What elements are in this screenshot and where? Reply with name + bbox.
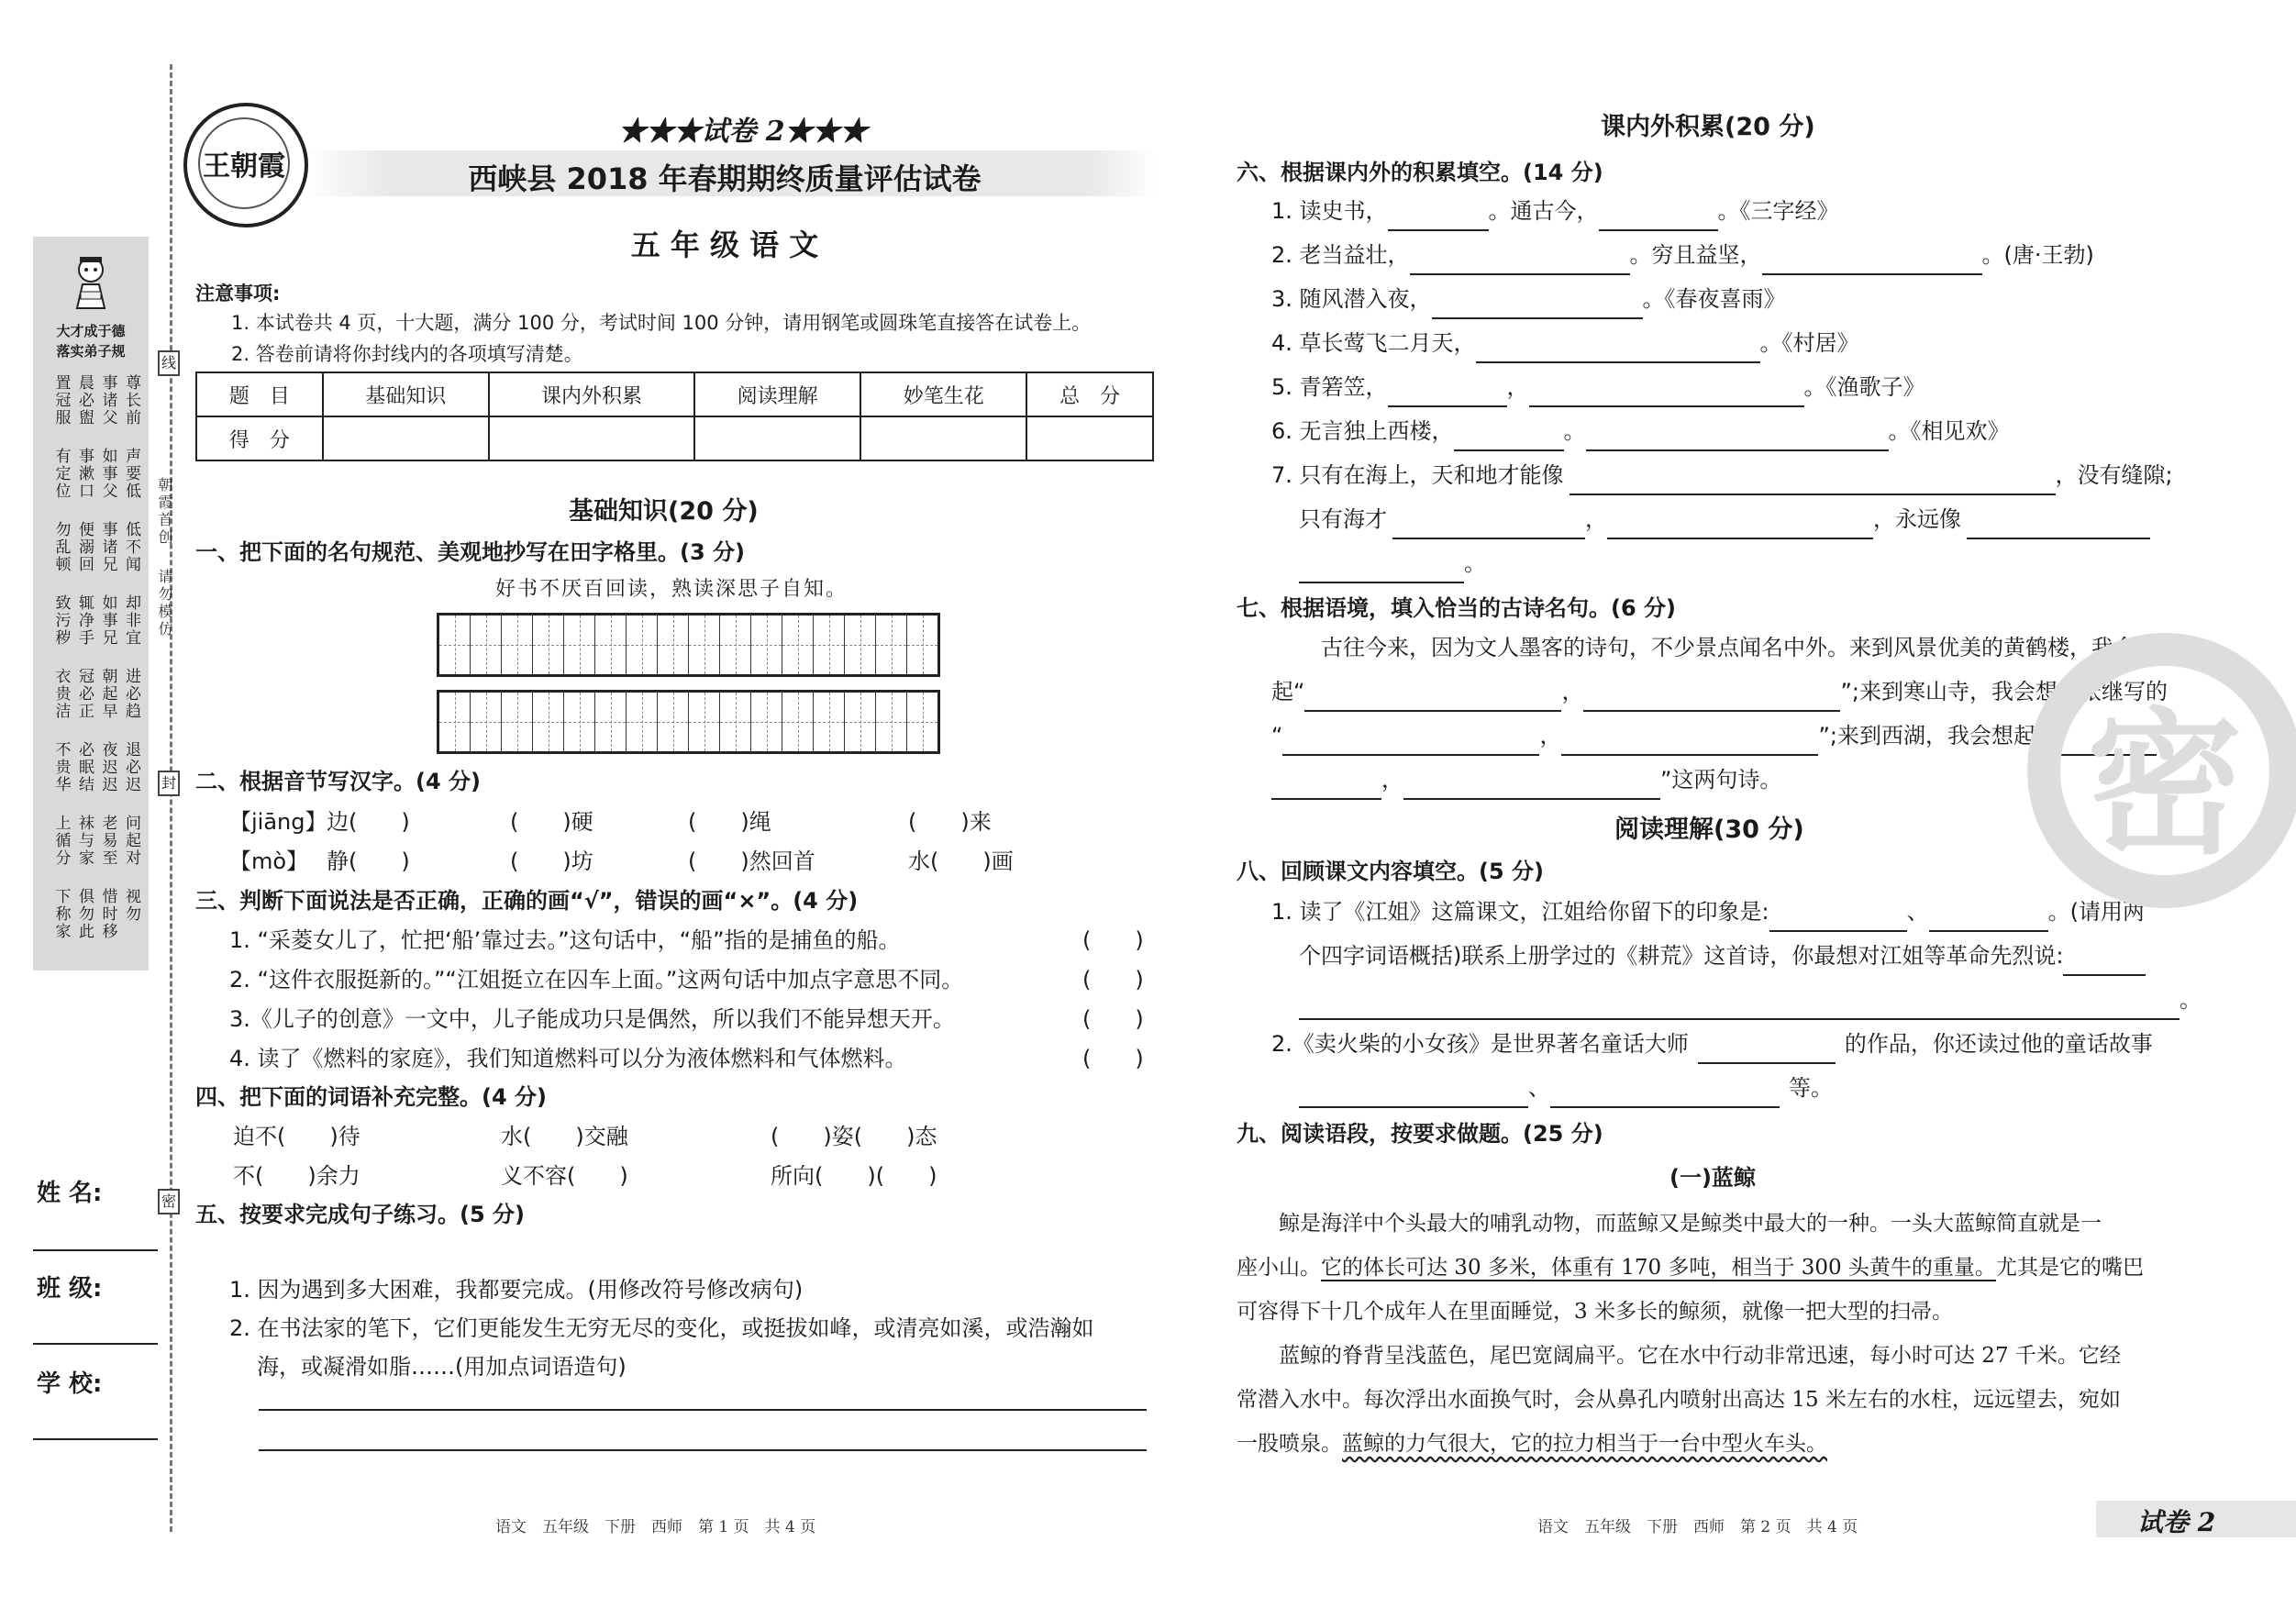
q6-item-7a: 7. 只有在海上，天和地才能像 ，没有缝隙; <box>1271 455 2173 495</box>
school-field[interactable] <box>33 1438 158 1440</box>
q2-r2-item-1: 静( ) <box>327 848 410 874</box>
cut-mark-xian: 线 <box>158 350 180 376</box>
wavy-sentence: 蓝鲸的力气很大，它的拉力相当于一台中型火车头。 <box>1342 1432 1827 1456</box>
notice-item-2: 2. 答卷前请将你封线内的各项填写清楚。 <box>231 343 583 365</box>
q5-item-2b: 海，或凝滑如脂……(用加点词语造句) <box>257 1354 627 1380</box>
passage-line: 座小山。它的体长可达 30 多米，体重有 170 多吨，相当于 300 头黄牛的重量。尤其是它的嘴巴 <box>1237 1256 2144 1280</box>
passage-blue-whale <box>1237 1202 2200 1466</box>
q1-sentence: 好书不厌百回读，熟读深思子自知。 <box>495 578 849 601</box>
q5-item-2a: 2. 在书法家的笔下，它们更能发生无穷无尽的变化，或挺拔如峰，或清亮如溪，或浩瀚如 <box>229 1315 1094 1341</box>
passage-line: 一股喷泉。蓝鲸的力气很大，它的拉力相当于一台中型火车头。 <box>1237 1432 1827 1456</box>
q7-title: 七、根据语境，填入恰当的古诗名句。(6 分) <box>1237 595 1676 621</box>
q5-answer-line-2[interactable] <box>259 1449 1147 1451</box>
q8-title: 八、回顾课文内容填空。(5 分) <box>1237 859 1544 884</box>
name-label: 姓 名: <box>37 1180 103 1207</box>
rule-column: 夜迟迟 <box>98 741 117 793</box>
exam-title: 西峡县 2018 年春期期终质量评估试卷 <box>468 161 982 196</box>
q6-item-7c: 。 <box>1299 543 1486 583</box>
score-cell[interactable] <box>860 416 1026 460</box>
rule-column: 上循分 <box>51 815 71 867</box>
rule-column: 尊长前 <box>122 374 140 427</box>
q3-answer-3[interactable]: ( ) <box>1082 1006 1144 1032</box>
passage-line: 蓝鲸的脊背呈浅蓝色，尾巴宽阔扁平。它在水中行动非常迅速，每小时可达 27 千米。它经 <box>1279 1344 2121 1368</box>
cut-mark-mi: 密 <box>158 1189 180 1214</box>
rule-column: 下称家 <box>51 888 71 940</box>
q3-item-1: 1. “采菱女儿了，忙把‘船’靠过去。”这句话中，“船”指的是捕鱼的船。 <box>229 927 901 953</box>
score-cell[interactable] <box>1026 416 1153 460</box>
rule-column: 俱勿此 <box>75 888 94 940</box>
q6-title: 六、根据课内外的积累填空。(14 分) <box>1237 160 1603 185</box>
q2-pinyin-1: 【jiāng】 <box>229 809 327 835</box>
rule-column: 老易至 <box>98 815 117 867</box>
q6-item-2: 2. 老当益壮， 。穷且益坚， 。(唐·王勃) <box>1271 235 2094 275</box>
score-head-writing: 妙笔生花 <box>860 372 1026 416</box>
footer-right: 语文 五年级 下册 西师 第 2 页 共 4 页 <box>1537 1518 1858 1536</box>
rule-column: 晨必盥 <box>75 374 94 427</box>
q7-line-4: ， ”这两句诗。 <box>1271 760 1781 800</box>
rule-column: 冠必正 <box>75 668 94 720</box>
binding-strip <box>33 237 149 970</box>
rule-column: 事诸兄 <box>98 521 117 573</box>
q2-r2-item-3: ( )然回首 <box>688 848 815 874</box>
name-field[interactable] <box>33 1249 158 1251</box>
motto-line-2: 落实弟子规 <box>56 343 126 360</box>
rule-column: 低不闻 <box>122 521 140 573</box>
mascot-icon <box>68 253 114 310</box>
notice-title: 注意事项: <box>195 283 281 305</box>
q5-answer-line-1[interactable] <box>259 1409 1147 1411</box>
q4-r2-item-2: 义不容( ) <box>501 1163 628 1189</box>
q8-item-2b: 、 等。 <box>1299 1068 1833 1108</box>
q3-answer-4[interactable]: ( ) <box>1082 1046 1144 1071</box>
rule-column: 却非宜 <box>122 594 140 647</box>
q3-item-3: 3.《儿子的创意》一文中，儿子能成功只是偶然，所以我们不能异想天开。 <box>229 1006 955 1032</box>
q2-r2-item-2: ( )坊 <box>510 848 593 874</box>
score-cell[interactable] <box>694 416 860 460</box>
rule-column: 如事兄 <box>98 594 117 647</box>
q4-r1-item-1: 迫不( )待 <box>233 1124 360 1149</box>
q6-item-6: 6. 无言独上西楼， 。 。《相见欢》 <box>1271 411 2010 451</box>
score-row-label: 得 分 <box>196 416 323 460</box>
q7-line-2: 起“ ， ”;来到寒山寺，我会想起张继写的 <box>1271 671 2168 712</box>
rule-column: 勿乱顿 <box>51 521 71 573</box>
rule-column: 袜与家 <box>75 815 94 867</box>
passage-title: (一)蓝鲸 <box>1669 1165 1756 1191</box>
rule-column: 问起对 <box>122 815 140 867</box>
q3-item-2: 2. “这件衣服挺新的。”“江姐挺立在囚车上面。”这两句话中加点字意思不同。 <box>229 967 964 993</box>
q2-r1-item-2: ( )硬 <box>510 809 593 835</box>
rule-column: 致污秽 <box>51 594 71 647</box>
q3-answer-2[interactable]: ( ) <box>1082 967 1144 993</box>
rules-grid <box>46 374 139 958</box>
q7-line-1: 古往今来，因为文人墨客的诗句，不少景点闻名中外。来到风景优美的黄鹤楼，我会想 <box>1321 635 2157 660</box>
q6-item-5: 5. 青箬笠， ， 。《渔歌子》 <box>1271 367 1925 407</box>
class-label: 班 级: <box>37 1275 103 1303</box>
q5-item-1: 1. 因为遇到多大困难，我都要完成。(用修改符号修改病句) <box>229 1277 804 1303</box>
q8-item-1a: 1. 读了《江姐》这篇课文，江姐给你留下的印象是: 、 。(请用两 <box>1271 892 2145 932</box>
q6-item-3: 3. 随风潜入夜， 。《春夜喜雨》 <box>1271 279 1786 319</box>
tianzi-grid-row-1[interactable] <box>437 613 940 677</box>
rule-column: 退必迟 <box>122 741 140 793</box>
q1-title: 一、把下面的名句规范、美观地抄写在田字格里。(3 分) <box>195 539 745 565</box>
part2-title: 课内外积累(20 分) <box>1601 113 1815 141</box>
q4-r1-item-3: ( )姿( )态 <box>771 1124 937 1149</box>
seal-word-1: 朝霞首创 <box>156 477 173 547</box>
rule-column: 事诸父 <box>98 374 117 427</box>
score-head-basic: 基础知识 <box>323 372 489 416</box>
rule-column: 视勿 <box>122 888 140 923</box>
tianzi-grid-row-2[interactable] <box>437 690 940 754</box>
q7-line-3: “ ， ”;来到西湖，我会想起“ <box>1271 715 2157 756</box>
part3-title: 阅读理解(30 分) <box>1614 815 1804 844</box>
watermark-seal: 密 <box>2027 633 2296 908</box>
rule-column: 如事父 <box>98 448 117 500</box>
rule-column: 衣贵洁 <box>51 668 71 720</box>
rule-column: 朝起早 <box>98 668 117 720</box>
score-table <box>195 372 1154 461</box>
q2-title: 二、根据音节写汉字。(4 分) <box>195 769 481 794</box>
rule-column: 惜时移 <box>98 888 117 940</box>
q6-item-1: 1. 读史书， 。通古今， 。《三字经》 <box>1271 191 1839 231</box>
class-field[interactable] <box>33 1343 158 1345</box>
rule-column: 置冠服 <box>51 374 71 427</box>
q2-pinyin-2: 【mò】 <box>229 848 309 874</box>
seal-word-2: 请勿模仿 <box>156 569 173 638</box>
q2-r1-item-1: 边( ) <box>327 809 410 835</box>
q6-item-4: 4. 草长莺飞二月天， 。《村居》 <box>1271 323 1859 363</box>
subject-title: 五 年 级 语 文 <box>630 227 819 262</box>
passage-line: 可容得下十几个成年人在里面睡觉，3 米多长的鲸须，就像一把大型的扫帚。 <box>1237 1300 1953 1324</box>
q3-item-4: 4. 读了《燃料的家庭》，我们知道燃料可以分为液体燃料和气体燃料。 <box>229 1046 907 1071</box>
q2-r1-item-4: ( )来 <box>908 809 992 835</box>
rule-column: 进必趋 <box>122 668 140 720</box>
q2-r2-item-4: 水( )画 <box>908 848 1014 874</box>
q4-r2-item-1: 不( )余力 <box>233 1163 360 1189</box>
underlined-sentence: 它的体长可达 30 多米，体重有 170 多吨，相当于 300 头黄牛的重量。 <box>1321 1256 1996 1280</box>
q4-r1-item-2: 水( )交融 <box>501 1124 628 1149</box>
motto-line-1: 大才成于德 <box>56 323 126 339</box>
passage-line: 常潜入水中。每次浮出水面换气时，会从鼻孔内喷射出高达 15 米左右的水柱，远远望去，宛如 <box>1237 1388 2121 1412</box>
score-head-accum: 课内外积累 <box>489 372 694 416</box>
part1-title: 基础知识(20 分) <box>569 497 759 526</box>
cut-mark-feng: 封 <box>158 771 180 796</box>
q8-item-1b: 个四字词语概括)联系上册学过的《耕荒》这首诗，你最想对江姐等革命先烈说: <box>1299 936 2146 976</box>
cut-line <box>170 64 172 1532</box>
q3-title: 三、判断下面说法是否正确，正确的画“√”，错误的画“×”。(4 分) <box>195 888 859 914</box>
footer-badge: 试卷 2 <box>2137 1507 2216 1537</box>
emblem-logo: 王朝霞 <box>183 103 308 227</box>
passage-line: 鲸是海洋中个头最大的哺乳动物，而蓝鲸又是鲸类中最大的一种。一头大蓝鲸简直就是一 <box>1279 1212 2102 1236</box>
notice-item-1: 1. 本试卷共 4 页，十大题，满分 100 分，考试时间 100 分钟，请用钢笔或圆珠笔直接答在试卷上。 <box>231 312 1092 334</box>
rule-column: 必眠结 <box>75 741 94 793</box>
rule-column: 不贵华 <box>51 741 71 793</box>
q4-title: 四、把下面的词语补充完整。(4 分) <box>195 1084 547 1110</box>
rule-column: 有定位 <box>51 448 71 500</box>
score-cell[interactable] <box>489 416 694 460</box>
paper-number: ★★★试卷 2★★★ <box>618 116 868 148</box>
school-label: 学 校: <box>37 1370 103 1398</box>
rule-column: 便溺回 <box>75 521 94 573</box>
q6-item-7b: 只有海才 ， ，永远像 <box>1299 499 2150 539</box>
q8-item-2a: 2.《卖火柴的小女孩》是世界著名童话大师 的作品，你还读过他的童话故事 <box>1271 1024 2153 1064</box>
q3-answer-1[interactable]: ( ) <box>1082 927 1144 953</box>
score-cell[interactable] <box>323 416 489 460</box>
q8-item-1c: 。 <box>1299 980 2202 1020</box>
q5-title: 五、按要求完成句子练习。(5 分) <box>195 1202 525 1227</box>
rule-column: 声要低 <box>122 448 140 500</box>
score-head-total: 总 分 <box>1026 372 1153 416</box>
rule-column: 辄净手 <box>75 594 94 647</box>
q9-title: 九、阅读语段，按要求做题。(25 分) <box>1237 1121 1603 1147</box>
footer-left: 语文 五年级 下册 西师 第 1 页 共 4 页 <box>495 1518 816 1536</box>
rule-column: 事漱口 <box>75 448 94 500</box>
score-head-item: 题 目 <box>196 372 323 416</box>
q2-r1-item-3: ( )绳 <box>688 809 771 835</box>
score-head-reading: 阅读理解 <box>694 372 860 416</box>
q4-r2-item-3: 所向( )( ) <box>771 1163 937 1189</box>
